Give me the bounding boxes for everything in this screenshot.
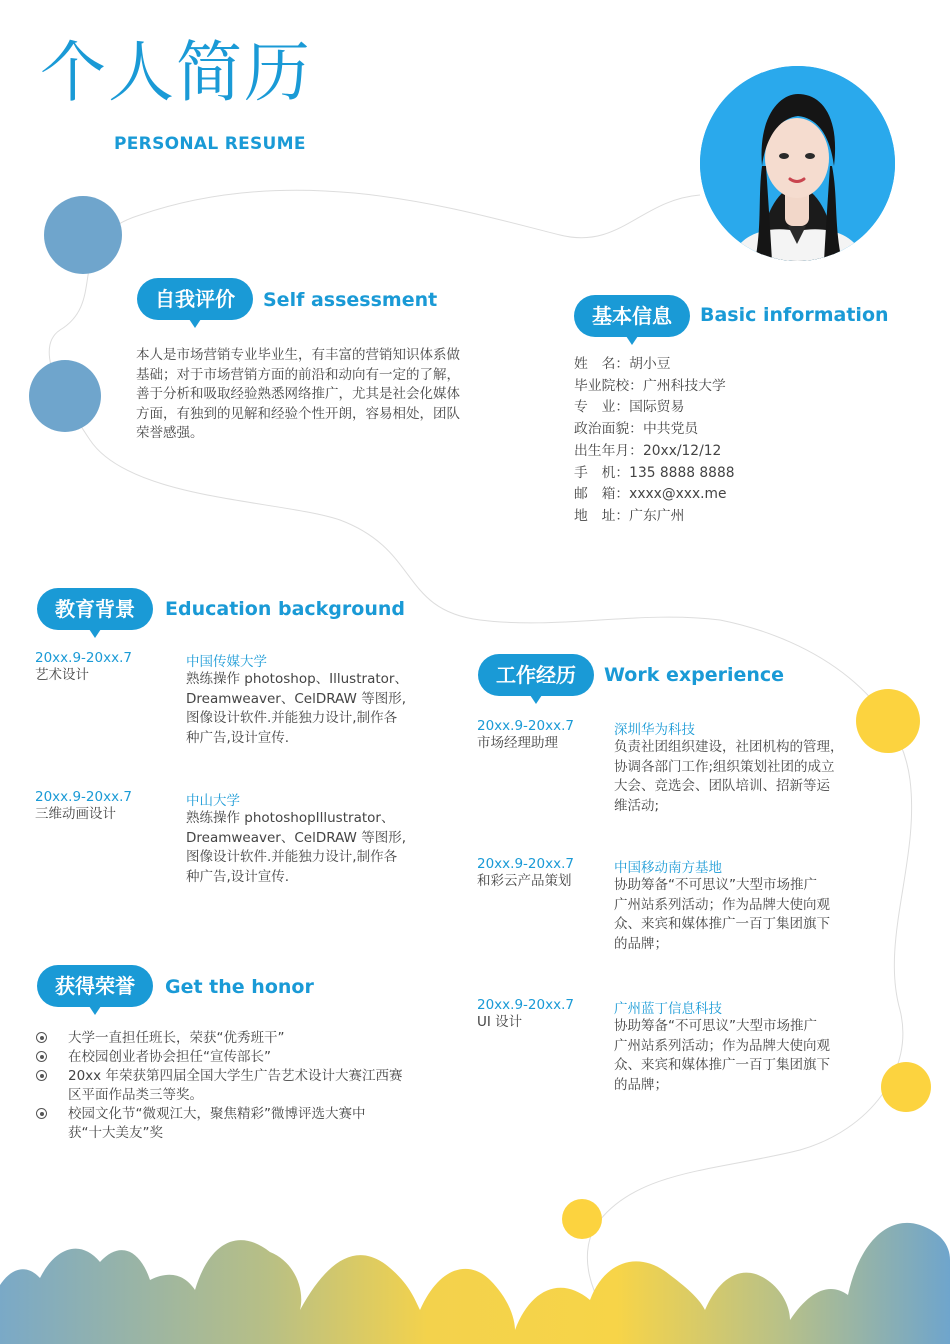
info-address: 地 址：广东广州 xyxy=(574,507,685,524)
bullet-icon xyxy=(36,1108,47,1119)
work-line: 众、来宾和媒体推广一百丁集团旗下 xyxy=(614,1057,830,1073)
honor-title-cn: 获得荣誉 xyxy=(55,974,135,998)
work-role: UI 设计 xyxy=(477,1014,523,1030)
self-assessment-text xyxy=(136,346,496,444)
info-phone: 手 机：135 8888 8888 xyxy=(574,464,735,481)
self-assessment-title-en: Self assessment xyxy=(263,289,438,311)
education-line: 熟练操作 photoshopIllustrator、 xyxy=(186,810,395,826)
education-school: 中山大学 xyxy=(186,793,240,809)
work-badge xyxy=(478,654,594,696)
work-detail-2 xyxy=(614,856,864,954)
honor-line: 区平面作品类三等奖。 xyxy=(68,1087,203,1103)
honor-item xyxy=(36,1029,423,1048)
basic-info-list xyxy=(574,354,735,528)
blue-circle-mid xyxy=(29,360,101,432)
education-date: 20xx.9-20xx.7 xyxy=(35,650,132,666)
education-date: 20xx.9-20xx.7 xyxy=(35,789,132,805)
work-line: 众、来宾和媒体推广一百丁集团旗下 xyxy=(614,916,830,932)
self-assessment-line: 基础；对于市场营销方面的前沿和动向有一定的了解， xyxy=(136,366,460,383)
info-school: 毕业院校：广州科技大学 xyxy=(574,377,726,394)
education-line: 图像设计软件.并能独力设计,制作各 xyxy=(186,710,398,726)
work-title-en: Work experience xyxy=(604,664,785,686)
self-assessment-badge xyxy=(137,278,253,320)
work-line: 负责社团组织建设，社团机构的管理， xyxy=(614,739,844,755)
honor-badge xyxy=(37,965,153,1007)
education-major: 艺术设计 xyxy=(35,667,89,683)
work-line: 维活动; xyxy=(614,797,660,814)
work-title-cn: 工作经历 xyxy=(496,663,576,687)
work-role: 和彩云产品策划 xyxy=(477,873,572,889)
portrait-icon xyxy=(700,66,895,261)
self-assessment-line: 本人是市场营销专业毕业生，有丰富的营销知识体系做 xyxy=(136,347,460,363)
education-badge xyxy=(37,588,153,630)
honor-line: 大学一直担任班长，荣获“优秀班干” xyxy=(68,1030,285,1046)
work-line: 大会、竞选会、团队培训、招新等运 xyxy=(614,778,830,794)
bullet-icon xyxy=(36,1032,47,1043)
page-subtitle: PERSONAL RESUME xyxy=(114,134,306,154)
basic-info-title-cn: 基本信息 xyxy=(592,304,672,328)
yellow-circle-lower xyxy=(881,1062,931,1112)
info-major: 专 业：国际贸易 xyxy=(574,399,685,416)
honor-line: 20xx 年荣获第四届全国大学生广告艺术设计大赛江西赛 xyxy=(68,1068,403,1084)
work-line: 的品牌； xyxy=(614,1076,668,1093)
work-company: 广州蓝丁信息科技 xyxy=(614,1001,722,1017)
education-line: 熟练操作 photoshop、Illustrator、 xyxy=(186,671,408,687)
education-line: 种广告,设计宣传. xyxy=(186,729,290,746)
education-line: 种广告,设计宣传. xyxy=(186,868,290,885)
education-major: 三维动画设计 xyxy=(35,806,116,822)
work-line: 协调各部门工作;组织策划社团的成立 xyxy=(614,758,835,775)
work-line: 广州站系列活动；作为品牌大使向观 xyxy=(614,1037,830,1054)
info-birth: 出生年月：20xx/12/12 xyxy=(574,442,722,459)
education-item-1 xyxy=(35,650,132,686)
basic-info-badge xyxy=(574,295,690,337)
self-assessment-line: 荣誉感强。 xyxy=(136,425,204,441)
education-detail-1 xyxy=(186,650,426,748)
work-detail-3 xyxy=(614,997,864,1095)
work-item-1 xyxy=(477,718,574,754)
work-line: 的品牌； xyxy=(614,935,668,952)
work-line: 协助筹备“不可思议”大型市场推广 xyxy=(614,1018,817,1034)
info-political: 政治面貌：中共党员 xyxy=(574,421,699,438)
education-line: Dreamweaver、CelDRAW 等图形, xyxy=(186,690,406,707)
education-title-cn: 教育背景 xyxy=(55,597,135,621)
honor-line: 在校园创业者协会担任“宣传部长” xyxy=(68,1049,271,1065)
work-line: 广州站系列活动；作为品牌大使向观 xyxy=(614,896,830,913)
education-line: 图像设计软件.并能独力设计,制作各 xyxy=(186,849,398,865)
work-item-3 xyxy=(477,997,574,1033)
self-assessment-title-cn: 自我评价 xyxy=(155,287,235,311)
profile-photo xyxy=(700,66,895,261)
work-line: 协助筹备“不可思议”大型市场推广 xyxy=(614,877,817,893)
mountains xyxy=(0,1223,950,1344)
honor-item xyxy=(36,1067,423,1105)
honor-line: 校园文化节“微观江大，聚焦精彩”微博评选大赛中 xyxy=(68,1106,366,1122)
self-assessment-line: 善于分析和吸取经验熟悉网络推广，尤其是社会化媒体 xyxy=(136,386,460,402)
basic-info-title-en: Basic information xyxy=(700,304,889,326)
honor-title-en: Get the honor xyxy=(165,976,314,998)
work-company: 深圳华为科技 xyxy=(614,722,695,738)
page-title: 个人简历 xyxy=(40,34,312,111)
honor-item xyxy=(36,1048,423,1067)
education-line: Dreamweaver、CelDRAW 等图形, xyxy=(186,829,406,846)
info-email: 邮 箱：xxxx@xxx.me xyxy=(574,486,727,503)
blue-circle-top xyxy=(44,196,122,274)
info-name: 姓 名：胡小豆 xyxy=(574,356,671,372)
self-assessment-line: 方面，有独到的见解和经验个性开朗，容易相处，团队 xyxy=(136,405,460,422)
bullet-icon xyxy=(36,1051,47,1062)
education-school: 中国传媒大学 xyxy=(186,654,267,670)
honor-line: 获“十大美友”奖 xyxy=(68,1125,163,1141)
work-item-2 xyxy=(477,856,574,892)
work-date: 20xx.9-20xx.7 xyxy=(477,856,574,872)
yellow-circle-bottom xyxy=(562,1199,602,1239)
education-item-2 xyxy=(35,789,132,825)
work-company: 中国移动南方基地 xyxy=(614,860,722,876)
work-role: 市场经理助理 xyxy=(477,735,558,751)
work-detail-1 xyxy=(614,718,864,816)
honor-item xyxy=(36,1105,423,1143)
education-title-en: Education background xyxy=(165,598,405,620)
education-detail-2 xyxy=(186,789,426,887)
yellow-circle-right xyxy=(856,689,920,753)
work-date: 20xx.9-20xx.7 xyxy=(477,997,574,1013)
bullet-icon xyxy=(36,1070,47,1081)
work-date: 20xx.9-20xx.7 xyxy=(477,718,574,734)
